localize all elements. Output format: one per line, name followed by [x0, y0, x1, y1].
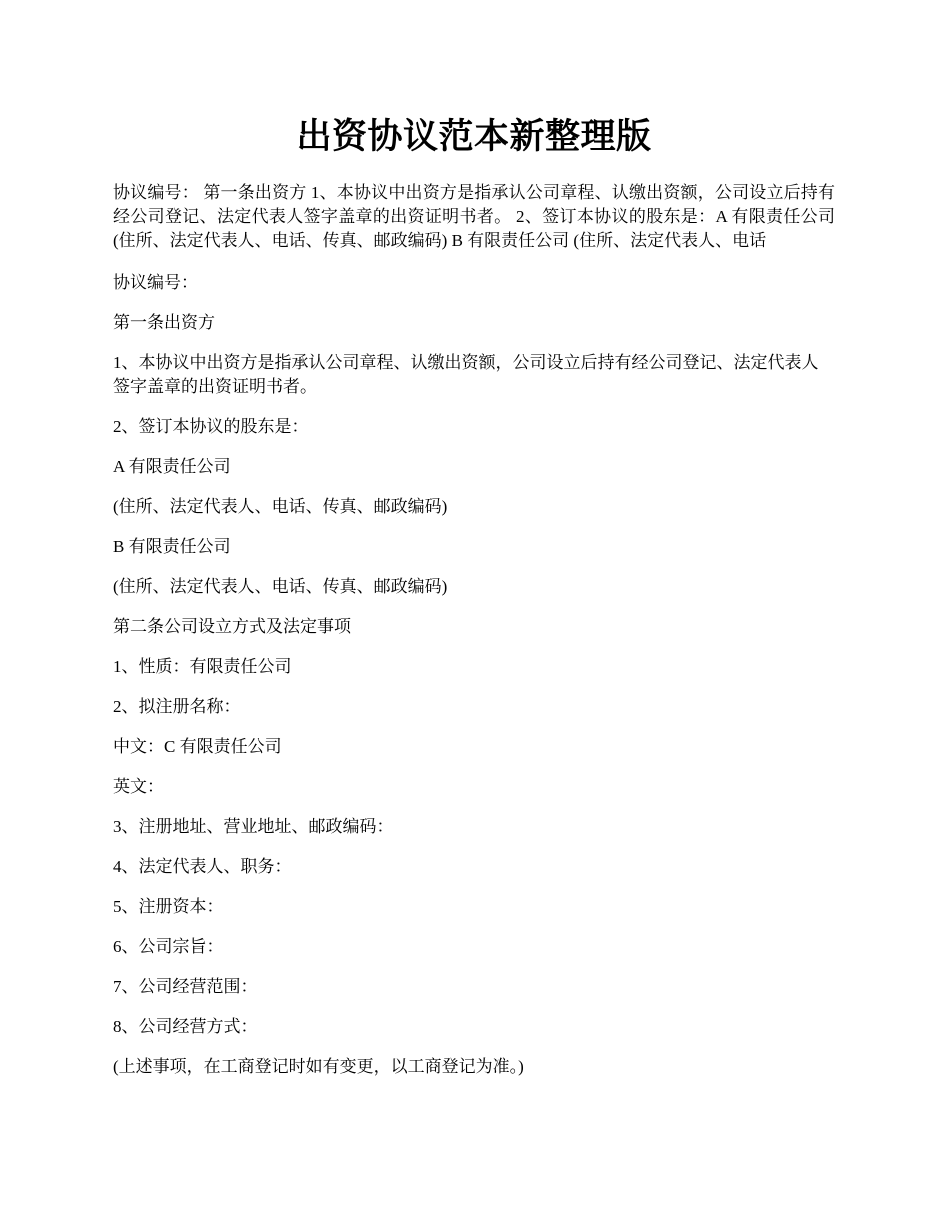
paragraph-article-1-heading: 第一条出资方: [113, 313, 215, 332]
document-title: 出资协议范本新整理版: [296, 117, 652, 156]
paragraph-company-b: B 有限责任公司: [113, 537, 231, 556]
paragraph-company-a: A 有限责任公司: [113, 457, 231, 476]
paragraph-investor-definition: 1、本协议中出资方是指承认公司章程、认缴出资额，公司设立后持有经公司登记、法定代表人签字盖章的出资证明书者。: [113, 353, 819, 396]
paragraph-registered-capital: 5、注册资本：: [113, 897, 224, 916]
paragraph-address: 3、注册地址、营业地址、邮政编码：: [113, 817, 394, 836]
paragraph-chinese-name: 中文：C 有限责任公司: [113, 737, 282, 756]
paragraph-company-a-details: (住所、法定代表人、电话、传真、邮政编码): [113, 497, 448, 516]
paragraph-agreement-number: 协议编号：: [113, 273, 198, 292]
paragraph-article-2-heading: 第二条公司设立方式及法定事项: [113, 617, 351, 636]
paragraph-business-scope: 7、公司经营范围：: [113, 977, 258, 996]
paragraph-english-name: 英文：: [113, 777, 164, 796]
paragraph-registration-note: (上述事项，在工商登记时如有变更，以工商登记为准。): [113, 1057, 524, 1076]
paragraph-proposed-name: 2、拟注册名称：: [113, 697, 241, 716]
paragraph-nature: 1、性质：有限责任公司: [113, 657, 292, 676]
paragraph-business-mode: 8、公司经营方式：: [113, 1017, 258, 1036]
paragraph-company-purpose: 6、公司宗旨：: [113, 937, 224, 956]
paragraph-shareholders-intro: 2、签订本协议的股东是：: [113, 417, 309, 436]
paragraph-legal-representative: 4、法定代表人、职务：: [113, 857, 292, 876]
document-summary: 协议编号： 第一条出资方 1、本协议中出资方是指承认公司章程、认缴出资额，公司设立后持有经公司登记、法定代表人签字盖章的出资证明书者。 2、签订本协议的股东是：A 有限责任公司 (住所、法定代表人、电话、传真、邮政编码) B 有限责任公司 (住所、法定代表人、电话: [113, 183, 835, 250]
paragraph-company-b-details: (住所、法定代表人、电话、传真、邮政编码): [113, 577, 448, 596]
document-page: [113, 0, 835, 1079]
